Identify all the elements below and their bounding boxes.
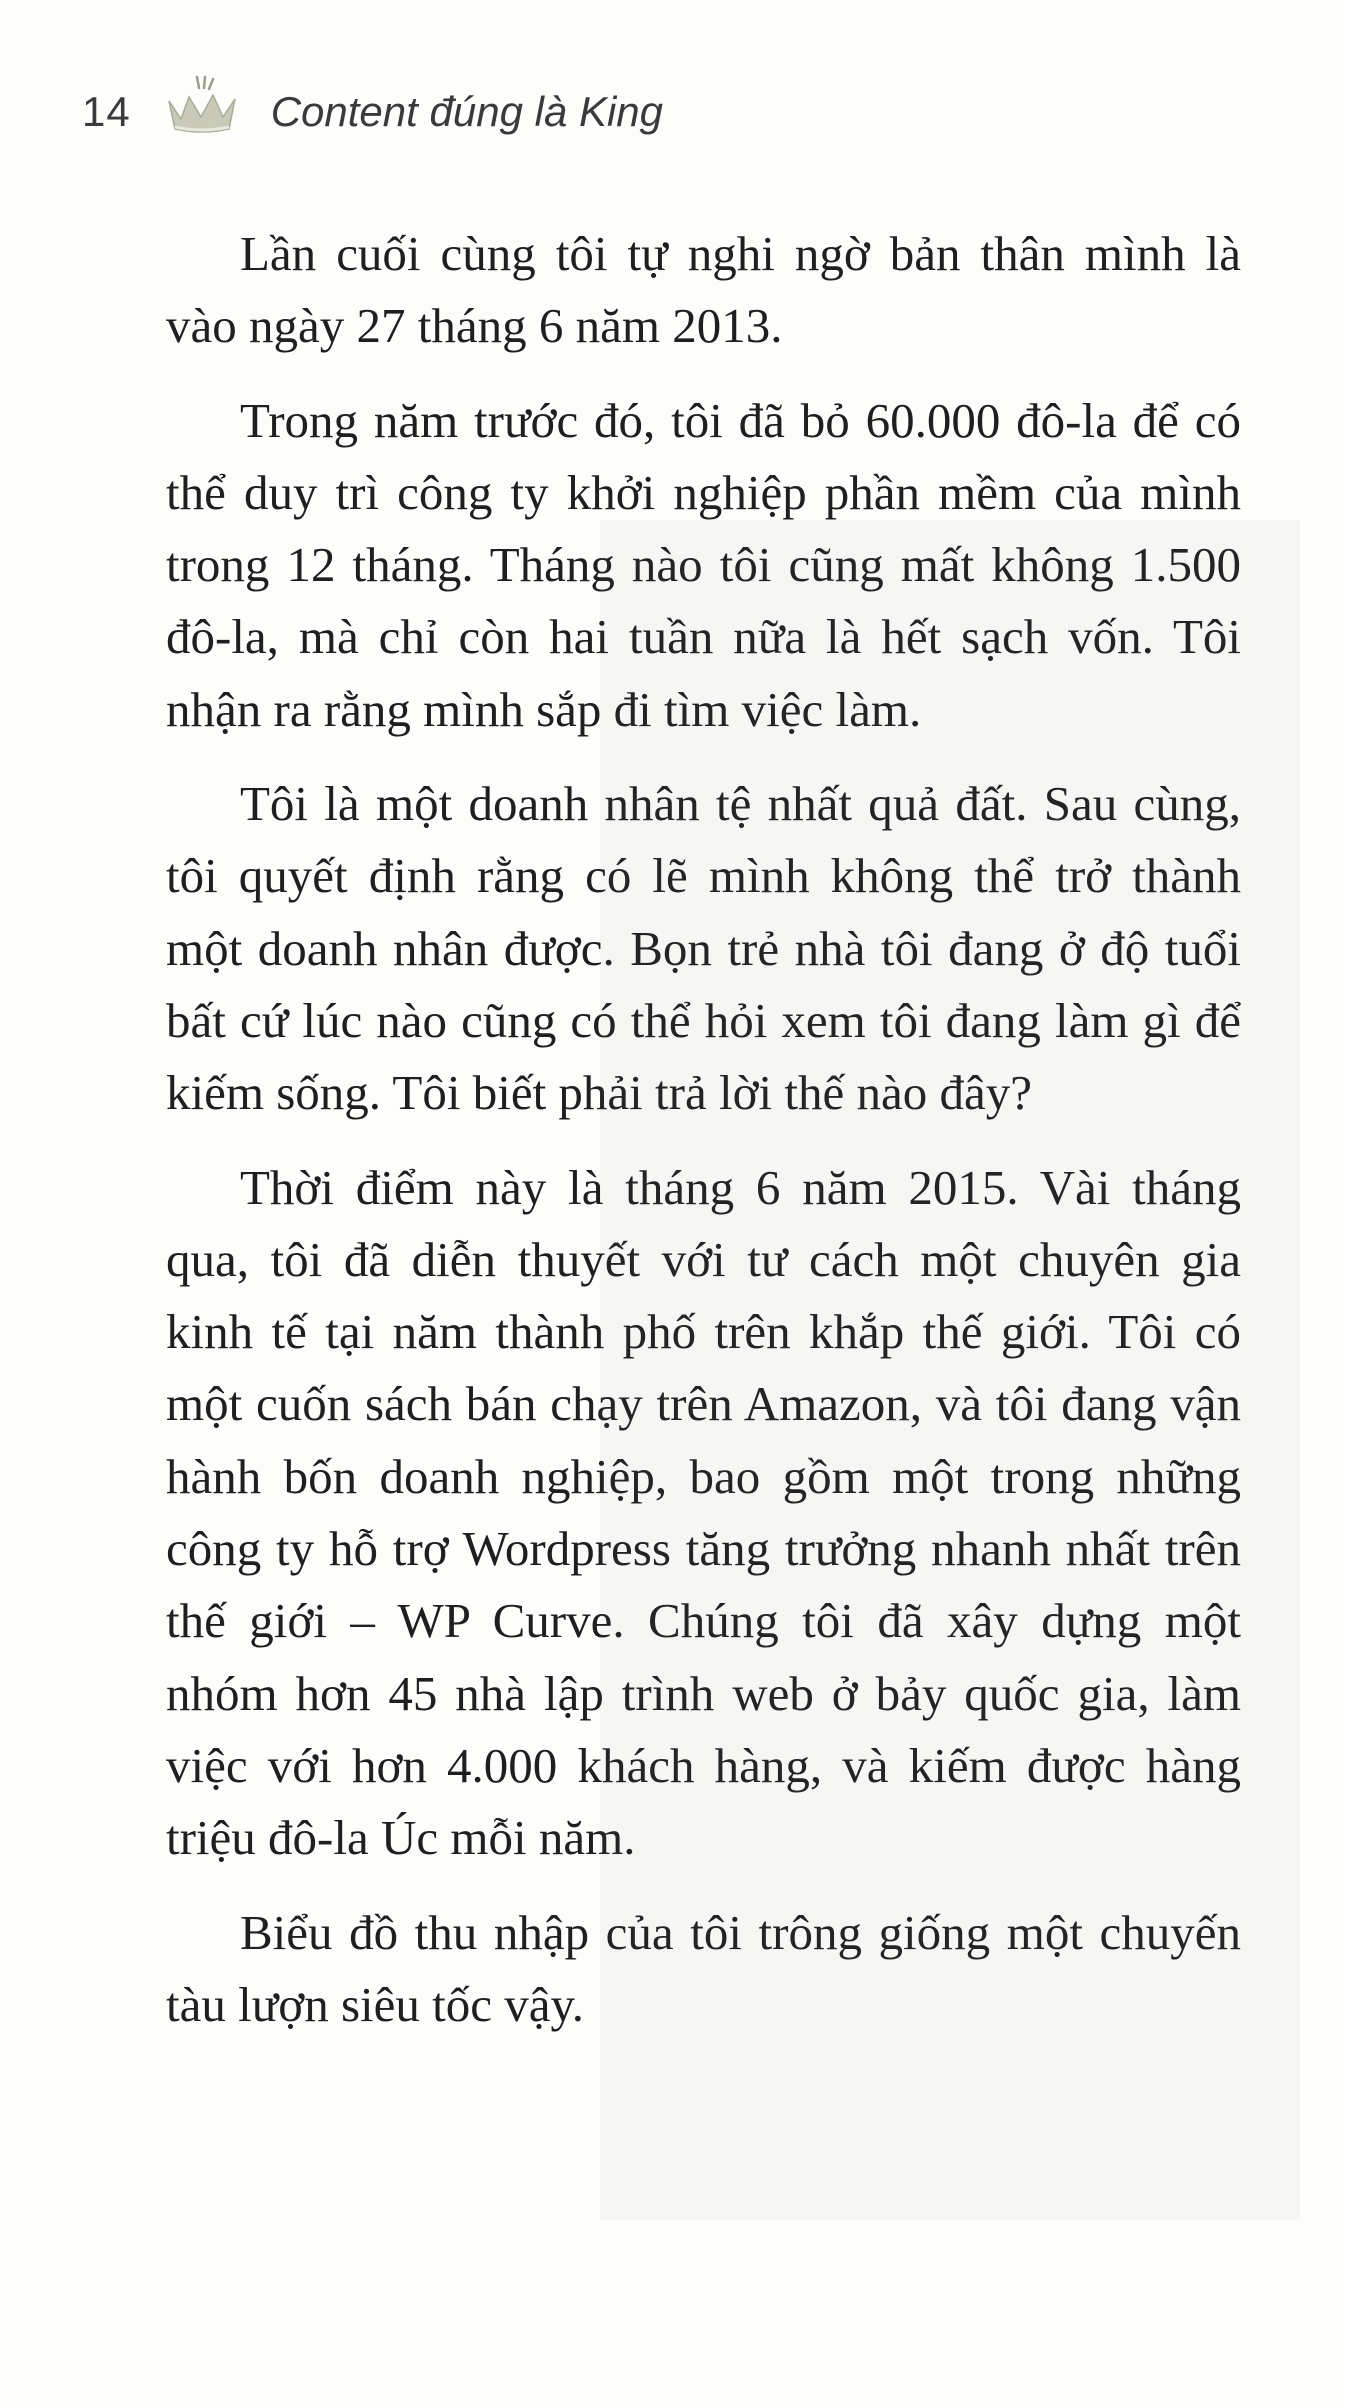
paragraph-5: Biểu đồ thu nhập của tôi trông giống một chuyến tàu lượn siêu tốc vậy. xyxy=(166,1904,1241,2032)
paragraph-4: Thời điểm này là tháng 6 năm 2015. Vài tháng qua, tôi đã diễn thuyết với tư cách một chuyên gia kinh tế tại năm thành phố trên khắp thế giới. Tôi có một cuốn sách bán chạy trên Amazon, và tôi đang vận hành bốn doanh nghiệp, bao gồm một trong những công ty hỗ trợ Wordpress tăng trưởng nhanh nhất trên thế giới – WP Curve. Chúng tôi đã xây dựng một nhóm hơn 45 nhà lập trình web ở bảy quốc gia, làm việc với hơn 4.000 khách hàng, và kiếm được hàng triệu đô-la Úc mỗi năm. xyxy=(166,1159,1241,1866)
paragraph-3: Tôi là một doanh nhân tệ nhất quả đất. Sau cùng, tôi quyết định rằng có lẽ mình không thể trở thành một doanh nhân được. Bọn trẻ nhà tôi đang ở độ tuổi bất cứ lúc nào cũng có thể hỏi xem tôi đang làm gì để kiếm sống. Tôi biết phải trả lời thế nào đây? xyxy=(166,776,1241,1121)
page-header xyxy=(82,72,663,152)
running-title: Content đúng là King xyxy=(270,88,664,135)
paragraph-2: Trong năm trước đó, tôi đã bỏ 60.000 đô-la để có thể duy trì công ty khởi nghiệp phần mềm của mình trong 12 tháng. Tháng nào tôi cũng mất không 1.500 đô-la, mà chỉ còn hai tuần nữa là hết sạch vốn. Tôi nhận ra rằng mình sắp đi tìm việc làm. xyxy=(166,392,1241,737)
page-number: 14 xyxy=(82,88,131,135)
crown-icon xyxy=(163,75,241,137)
body-text xyxy=(166,218,1241,2063)
paragraph-1: Lần cuối cùng tôi tự nghi ngờ bản thân mình là vào ngày 27 tháng 6 năm 2013. xyxy=(166,226,1241,354)
